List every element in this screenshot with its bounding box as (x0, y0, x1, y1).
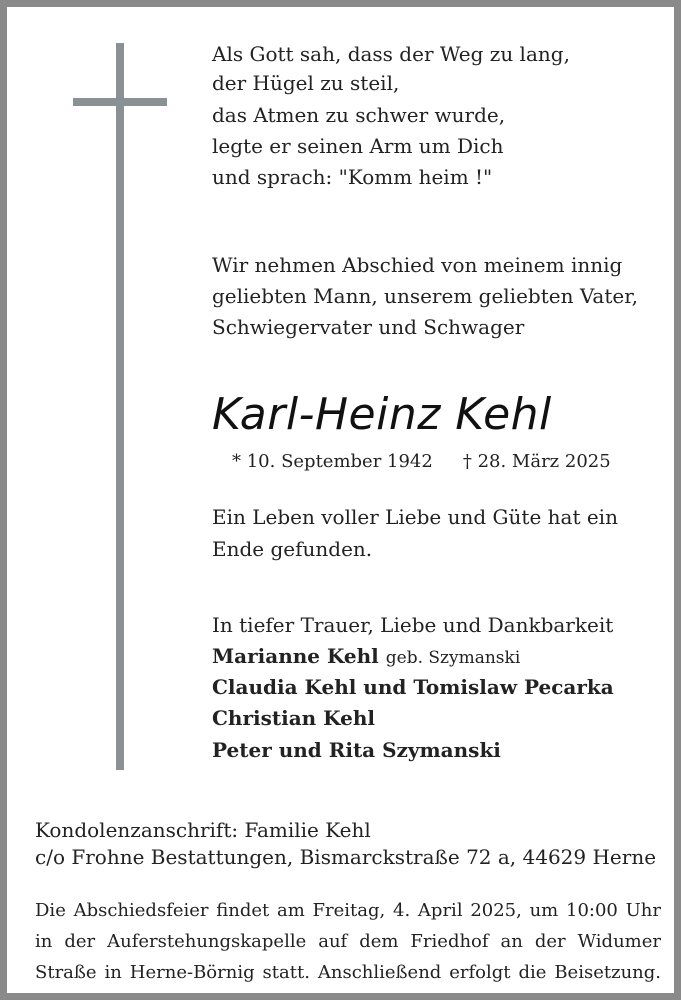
birth-date: * 10. September 1942 (232, 451, 433, 472)
cross-icon (116, 43, 124, 770)
intro-line: Wir nehmen Abschied von meinem innig (212, 253, 623, 277)
mourner-name: Christian Kehl (212, 706, 375, 730)
deceased-name: Karl-Heinz Kehl (212, 389, 552, 440)
poem-line: legte er seinen Arm um Dich (212, 134, 504, 158)
mourner-note: geb. Szymanski (385, 648, 521, 668)
tribute-line: Ein Leben voller Liebe und Güte hat ein (212, 505, 618, 529)
ceremony-line: Die Abschiedsfeier findet am Freitag, 4. April 2025, um 10:00 Uhr (35, 900, 661, 921)
poem-line: Als Gott sah, dass der Weg zu lang, (212, 42, 570, 66)
poem-line: das Atmen zu schwer wurde, (212, 103, 506, 127)
death-date: † 28. März 2025 (462, 451, 611, 472)
life-dates (232, 450, 611, 474)
condolence-address: c/o Frohne Bestattungen, Bismarckstraße 72 a, 44629 Herne (35, 845, 657, 869)
obituary-card (7, 7, 674, 993)
intro-line: geliebten Mann, unserem geliebten Vater, (212, 284, 638, 308)
mourner-line (212, 642, 520, 673)
ceremony-line: Straße in Herne-Börnig statt. Anschließend erfolgt die Beisetzung. (35, 962, 661, 983)
mourners-heading: In tiefer Trauer, Liebe und Dankbarkeit (212, 613, 614, 637)
intro-line: Schwiegervater und Schwager (212, 315, 525, 339)
tribute-line: Ende gefunden. (212, 537, 373, 561)
mourner-name: Claudia Kehl und Tomislaw Pecarka (212, 675, 614, 699)
mourner-name: Peter und Rita Szymanski (212, 738, 501, 762)
condolence-address: Kondolenzanschrift: Familie Kehl (35, 818, 371, 842)
poem-line: der Hügel zu steil, (212, 71, 400, 95)
poem-line: und sprach: "Komm heim !" (212, 165, 493, 189)
mourner-name: Marianne Kehl (212, 644, 379, 668)
ceremony-line: in der Auferstehungskapelle auf dem Friedhof an der Widumer (35, 931, 661, 952)
cross-icon-bar (73, 98, 167, 106)
